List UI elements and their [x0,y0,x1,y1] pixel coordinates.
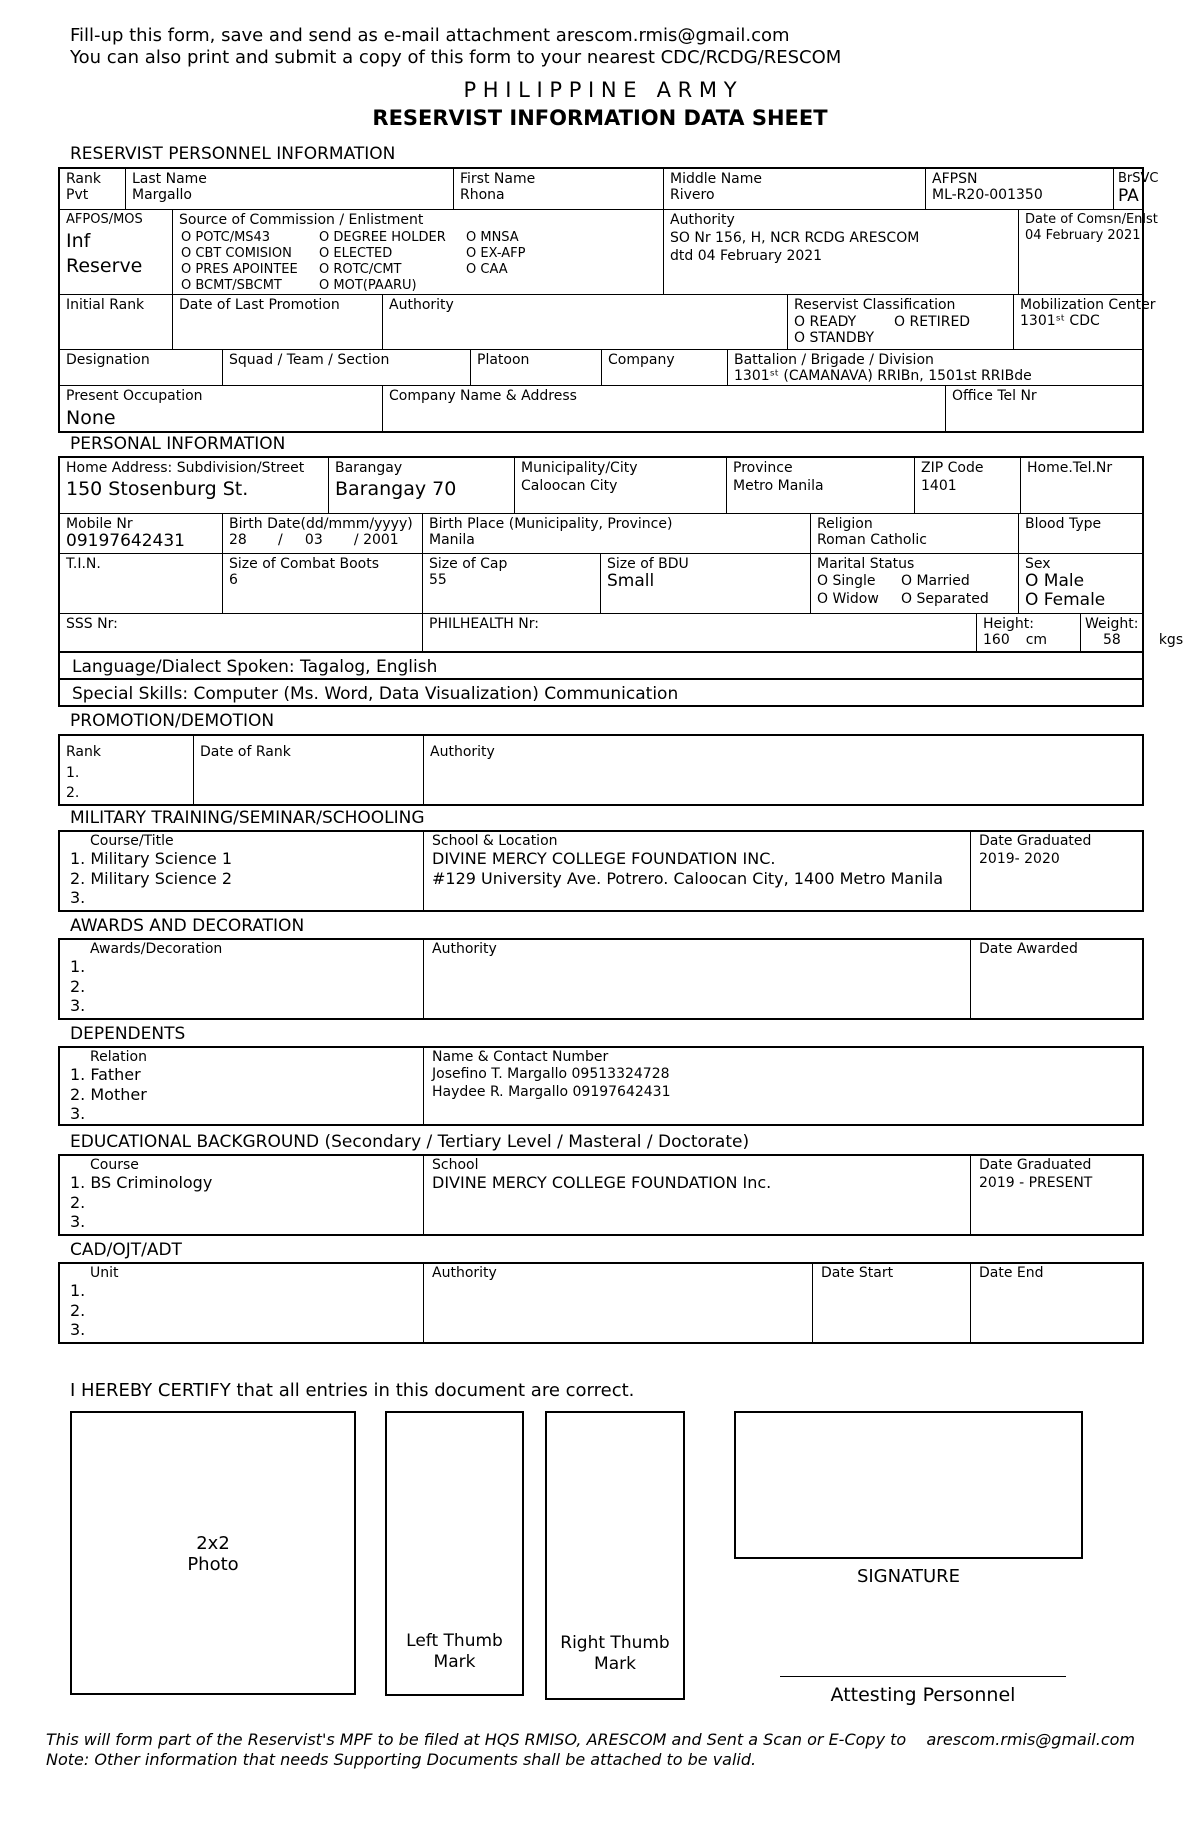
authority-value-1: SO Nr 156, H, NCR RCDG ARESCOM [670,230,920,246]
skills-value: Special Skills: Computer (Ms. Word, Data Visualization) Communication [72,684,679,704]
source-option-rotc[interactable]: O ROTC/CMT [319,262,402,277]
instruction-line-2: You can also print and submit a copy of this form to your nearest CDC/RCDG/RESCOM [70,47,842,68]
section-promotion: PROMOTION/DEMOTION [70,711,275,731]
weight-unit: kgs [1158,632,1184,648]
mob-center-label: Mobilization Center [1020,297,1156,313]
last-promotion-cell[interactable] [172,294,382,349]
section-dependents: DEPENDENTS [70,1024,186,1044]
afpos-value-2: Reserve [66,255,143,277]
section-education: EDUCATIONAL BACKGROUND (Secondary / Tertiary Level / Masteral / Doctorate) [70,1132,750,1152]
right-thumb-label-2: Mark [594,1654,636,1674]
left-thumb-label-1: Left Thumb [406,1631,503,1651]
tin-label: T.I.N. [66,556,101,572]
city-value: Caloocan City [521,478,618,494]
cad-start-col [812,1264,970,1342]
philhealth-cell[interactable] [422,613,976,651]
attesting-label: Attesting Personnel [830,1684,1016,1706]
training-school-col [423,832,970,910]
personal-table [58,456,1184,653]
cad-unit-col [60,1264,423,1342]
squad-label: Squad / Team / Section [229,352,390,368]
height-value: 160 [983,632,1010,648]
form-title: RESERVIST INFORMATION DATA SHEET [372,106,828,130]
afpsn-value: ML-R20-001350 [932,187,1043,203]
barangay-label: Barangay [335,460,403,476]
dependents-table[interactable] [58,1046,1144,1126]
education-school-header: School [432,1157,479,1173]
platoon-label: Platoon [477,352,530,368]
training-date-header: Date Graduated [979,833,1092,849]
first-name-cell[interactable] [453,169,663,209]
marital-widow-option[interactable]: O Widow [817,591,879,607]
weight-row [1085,632,1184,648]
personnel-table [58,167,1159,433]
religion-cell[interactable] [810,513,1018,553]
sss-cell[interactable] [60,613,422,651]
first-name-label: First Name [460,171,536,187]
height-row [983,632,1074,648]
religion-value: Roman Catholic [817,532,927,548]
education-course-header: Course [90,1157,139,1173]
source-option-caa[interactable]: O CAA [466,262,508,277]
zip-label: ZIP Code [921,460,984,476]
education-table[interactable] [58,1154,1144,1236]
religion-label: Religion [817,516,873,532]
education-row: 2. [70,1193,86,1212]
authority-label: Authority [670,212,735,228]
last-name-label: Last Name [132,171,207,187]
rank-cell[interactable] [60,169,125,209]
office-tel-label: Office Tel Nr [952,388,1037,404]
promotion-date-header: Date of Rank [200,744,291,760]
cad-row: 1. [70,1281,86,1300]
mobile-cell[interactable] [60,513,222,553]
source-option-pres-apointee[interactable]: O PRES APOINTEE [181,262,298,277]
training-school-address: #129 University Ave. Potrero. Caloocan City, 1400 Metro Manila [432,869,944,888]
authority-value-2: dtd 04 February 2021 [670,248,823,264]
cad-start-header: Date Start [821,1265,894,1281]
height-unit: cm [1025,632,1048,648]
weight-label: Weight: [1085,616,1139,632]
marital-cell[interactable] [810,553,1018,613]
footer-line-1: This will form part of the Reservist's MPF to be filed at HQS RMISO, ARESCOM and Sent a Scan or E-Copy to arescom.rmis@gmail.com [46,1730,1135,1749]
bdu-cell[interactable] [600,553,810,613]
marital-separated-option[interactable]: O Separated [901,591,989,607]
training-table[interactable] [58,830,1144,912]
boots-cell[interactable] [222,553,422,613]
first-name-value: Rhona [460,187,505,203]
source-option-mnsa[interactable]: O MNSA [466,230,519,245]
cad-unit-header: Unit [90,1265,119,1281]
source-commission-label: Source of Commission / Enlistment [179,212,424,228]
weight-value: 58 [1103,632,1121,648]
footer-line-2: Note: Other information that needs Supporting Documents shall be attached to be valid. [46,1750,757,1769]
skills-row[interactable] [58,678,1144,707]
promotion-table[interactable] [58,734,1144,806]
cad-row: 2. [70,1301,86,1320]
last-name-value: Margallo [132,187,192,203]
cad-row: 3. [70,1320,86,1339]
promotion-row: 2. [66,785,80,801]
date-comsn-value: 04 February 2021 [1025,228,1141,243]
promotion-rank-header: Rank [66,744,101,760]
instruction-line-1: Fill-up this form, save and send as e-mail attachment arescom.rmis@gmail.com [70,25,790,46]
brsvc-cell[interactable] [1113,169,1159,209]
province-label: Province [733,460,793,476]
company-addr-label: Company Name & Address [389,388,577,404]
awards-award-col [60,940,423,1018]
cap-value: 55 [429,572,447,588]
rank-value: Pvt [66,187,89,203]
authority-cell[interactable] [663,209,1018,294]
dependent-name: Haydee R. Margallo 09197642431 [432,1084,671,1100]
birth-place-value: Manila [429,532,475,548]
sex-male-option[interactable]: O Male [1025,571,1085,591]
section-personnel: RESERVIST PERSONNEL INFORMATION [70,144,396,164]
last-promotion-label: Date of Last Promotion [179,297,340,313]
training-date-value: 2019- 2020 [979,851,1060,867]
education-date-col [970,1156,1142,1234]
promotion-date-col [193,736,423,804]
left-thumb-label-2: Mark [433,1652,476,1672]
education-school-col [423,1156,970,1234]
education-date-value: 2019 - PRESENT [979,1175,1093,1191]
sex-label: Sex [1025,556,1051,572]
home-address-cell[interactable] [60,458,328,513]
photo-label-1: 2x2 [196,1533,230,1554]
last-name-cell[interactable] [125,169,453,209]
dependents-relation-header: Relation [90,1049,147,1065]
afpos-label: AFPOS/MOS [66,212,143,227]
class-retired-option[interactable]: O RETIRED [894,314,971,330]
home-address-value: 150 Stosenburg St. [66,478,249,500]
left-thumb-box[interactable] [385,1411,524,1696]
right-thumb-box[interactable] [545,1411,685,1700]
blood-type-label: Blood Type [1025,516,1102,532]
language-value: Language/Dialect Spoken: Tagalog, English [72,657,438,677]
classification-label: Reservist Classification [794,297,956,313]
zip-value: 1401 [921,478,957,494]
battalion-value: 1301ˢᵗ (CAMANAVA) RRIBn, 1501st RRIBde [734,368,1032,384]
training-course-col [60,832,423,910]
signature-box[interactable] [734,1411,1083,1559]
training-course-header: Course/Title [90,833,174,849]
education-course-col [60,1156,423,1234]
province-value: Metro Manila [733,478,824,494]
awards-table[interactable] [58,938,1144,1020]
authority2-label: Authority [389,297,454,313]
rank-label: Rank [66,171,101,187]
birth-date-label: Birth Date(dd/mmm/yyyy) [229,516,413,532]
birth-place-label: Birth Place (Municipality, Province) [429,516,673,532]
company-label: Company [608,352,675,368]
dependent-name: Josefino T. Margallo 09513324728 [432,1066,670,1082]
middle-name-value: Rivero [670,187,715,203]
dependents-name-col [423,1048,1142,1124]
birth-date-cell[interactable] [222,513,422,553]
cad-authority-col [423,1264,812,1342]
afpos-value-1: Inf [66,230,91,252]
source-commission-cell[interactable] [172,209,663,294]
battalion-cell[interactable] [727,349,1142,385]
middle-name-label: Middle Name [670,171,762,187]
mob-center-cell[interactable] [1013,294,1156,349]
height-label: Height: [983,616,1034,632]
birth-date-value: 28 / 03 / 2001 [229,532,399,548]
org-name: P H I L I P P I N E A R M Y [463,78,737,102]
education-row: 1. BS Criminology [70,1173,213,1192]
class-standby-option[interactable]: O STANDBY [794,330,875,346]
training-row: 3. [70,888,86,907]
cad-end-col [970,1264,1142,1342]
initial-rank-label: Initial Rank [66,297,145,313]
promotion-rank-col [60,736,193,804]
signature-label: SIGNATURE [856,1566,961,1587]
marital-married-option[interactable]: O Married [901,573,970,589]
dependents-relation-col [60,1048,423,1124]
mob-center-value: 1301ˢᵗ CDC [1020,313,1100,329]
afpsn-label: AFPSN [932,171,978,187]
mobile-value: 09197642431 [66,531,185,551]
sss-label: SSS Nr: [66,616,118,632]
brsvc-label: BrSVC [1118,171,1159,186]
middle-name-cell[interactable] [663,169,925,209]
photo-box[interactable] [70,1411,356,1695]
designation-cell[interactable] [60,349,222,385]
sex-female-option[interactable]: O Female [1025,590,1106,610]
bdu-value: Small [607,571,655,591]
cap-label: Size of Cap [429,556,508,572]
weight-cell[interactable] [1080,613,1184,651]
brsvc-value: PA [1118,186,1139,206]
marital-label: Marital Status [817,556,915,572]
home-tel-cell[interactable] [1020,458,1142,513]
education-row: 3. [70,1212,86,1231]
cap-cell[interactable] [422,553,600,613]
boots-label: Size of Combat Boots [229,556,380,572]
training-school-header: School & Location [432,833,558,849]
awards-authority-header: Authority [432,941,497,957]
province-cell[interactable] [726,458,914,513]
dependents-row: 3. [70,1104,86,1123]
language-row[interactable] [58,651,1144,680]
company-addr-cell[interactable] [382,385,945,431]
source-option-degree-holder[interactable]: O DEGREE HOLDER [319,230,446,245]
blood-type-cell[interactable] [1018,513,1142,553]
philhealth-label: PHILHEALTH Nr: [429,616,539,632]
tin-cell[interactable] [60,553,222,613]
promotion-row: 1. [66,765,80,781]
awards-row: 1. [70,957,86,976]
designation-label: Designation [66,352,150,368]
home-tel-label: Home.Tel.Nr [1027,460,1113,476]
platoon-cell[interactable] [470,349,601,385]
training-school-name: DIVINE MERCY COLLEGE FOUNDATION INC. [432,849,776,868]
authority2-cell[interactable] [382,294,787,349]
dependents-row: 2. Mother [70,1085,147,1104]
home-address-label: Home Address: Subdivision/Street [66,460,305,476]
cad-end-header: Date End [979,1265,1044,1281]
source-option-mot[interactable]: O MOT(PAARU) [319,278,417,293]
training-row: 1. Military Science 1 [70,849,232,868]
section-personal: PERSONAL INFORMATION [70,434,286,454]
bdu-label: Size of BDU [607,556,689,572]
date-comsn-label: Date of Comsn/Enlst [1025,212,1158,227]
birth-place-cell[interactable] [422,513,810,553]
promotion-authority-col [423,736,1142,804]
marital-single-option[interactable]: O Single [817,573,876,589]
office-tel-cell[interactable] [945,385,1142,431]
height-cell[interactable] [976,613,1080,651]
classification-cell[interactable] [787,294,1013,349]
afpos-cell[interactable] [60,209,172,294]
city-label: Municipality/City [521,460,638,476]
battalion-label: Battalion / Brigade / Division [734,352,934,368]
dependents-row: 1. Father [70,1065,141,1084]
occupation-cell[interactable] [60,385,382,431]
occupation-label: Present Occupation [66,388,203,404]
training-date-col [970,832,1142,910]
cad-authority-header: Authority [432,1265,497,1281]
promotion-authority-header: Authority [430,744,495,760]
education-school-value: DIVINE MERCY COLLEGE FOUNDATION Inc. [432,1173,772,1192]
mobile-label: Mobile Nr [66,516,133,532]
date-comsn-cell[interactable] [1018,209,1158,294]
education-date-header: Date Graduated [979,1157,1092,1173]
source-option-cbt-comision[interactable]: O CBT COMISION [181,246,292,261]
afpsn-cell[interactable] [925,169,1113,209]
barangay-value: Barangay 70 [335,478,457,500]
company-cell[interactable] [601,349,727,385]
city-cell[interactable] [514,458,726,513]
source-option-ex-afp[interactable]: O EX-AFP [466,246,526,261]
awards-row: 3. [70,996,86,1015]
source-option-elected[interactable]: O ELECTED [319,246,393,261]
awards-date-col [970,940,1142,1018]
awards-date-header: Date Awarded [979,941,1078,957]
awards-authority-col [423,940,970,1018]
source-option-potc[interactable]: O POTC/MS43 [181,230,271,245]
section-training: MILITARY TRAINING/SEMINAR/SCHOOLING [70,808,425,828]
photo-label-2: Photo [187,1554,239,1575]
class-ready-option[interactable]: O READY [794,314,857,330]
attesting-line [780,1676,1066,1677]
cad-table[interactable] [58,1262,1144,1344]
right-thumb-label-1: Right Thumb [560,1633,670,1653]
source-option-bcmt[interactable]: O BCMT/SBCMT [181,278,282,293]
awards-award-header: Awards/Decoration [90,941,223,957]
section-cad: CAD/OJT/ADT [70,1240,182,1260]
zip-cell[interactable] [914,458,1020,513]
occupation-value: None [66,407,116,429]
certify-statement: I HEREBY CERTIFY that all entries in this document are correct. [70,1380,635,1401]
barangay-cell[interactable] [328,458,514,513]
awards-row: 2. [70,977,86,996]
dependents-name-header: Name & Contact Number [432,1049,609,1065]
boots-value: 6 [229,572,238,588]
training-row: 2. Military Science 2 [70,869,232,888]
sex-cell[interactable] [1018,553,1142,613]
squad-cell[interactable] [222,349,470,385]
section-awards: AWARDS AND DECORATION [70,916,305,936]
initial-rank-cell[interactable] [60,294,172,349]
